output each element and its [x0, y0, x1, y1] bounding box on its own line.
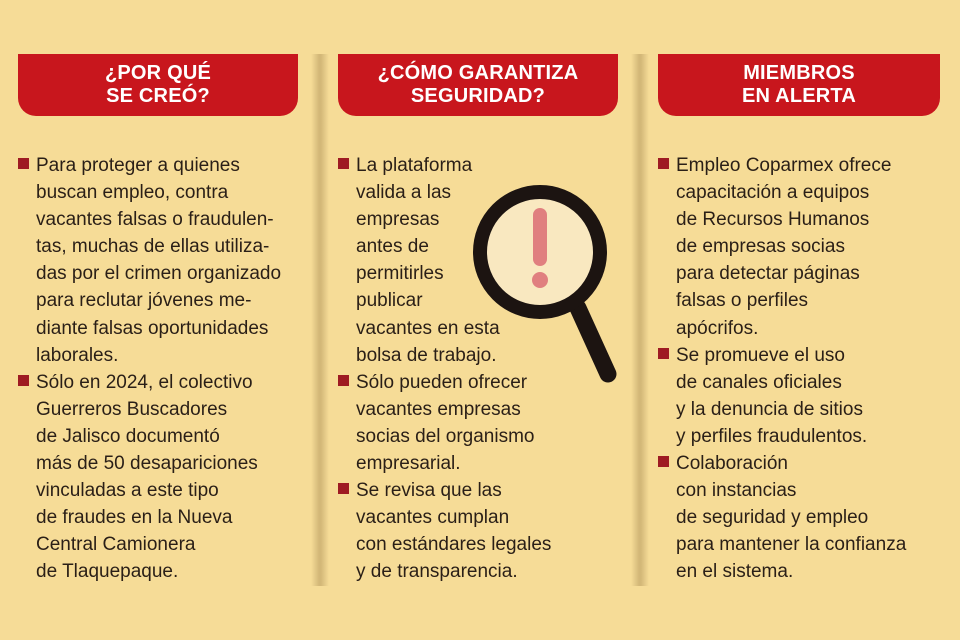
bullet-square-icon: [658, 348, 669, 359]
text-line: de fraudes en la Nueva: [36, 507, 233, 529]
text-line: diante falsas oportunidades: [36, 317, 269, 339]
text-line: Sólo en 2024, el colectivo: [36, 371, 253, 393]
text-line: con instancias: [676, 480, 797, 502]
text-line: para detectar páginas: [676, 263, 860, 285]
text-line: bolsa de trabajo.: [356, 344, 497, 366]
list-item: [18, 369, 298, 586]
text-line: y la denuncia de sitios: [676, 398, 863, 420]
header-why-created: ¿POR QUÉ SE CREÓ?: [18, 54, 298, 116]
text-line: de Recursos Humanos: [676, 209, 870, 231]
text-line: falsas o perfiles: [676, 290, 809, 312]
list-members-alert: [658, 152, 940, 586]
bullet-square-icon: [338, 483, 349, 494]
text-line: capacitación a equipos: [676, 182, 870, 204]
text-line: vinculadas a este tipo: [36, 480, 219, 502]
text-line: de canales oficiales: [676, 371, 842, 393]
header-how-secure: ¿CÓMO GARANTIZA SEGURIDAD?: [338, 54, 618, 116]
list-item: [658, 152, 940, 342]
text-line: para reclutar jóvenes me-: [36, 290, 252, 312]
list-item: [658, 342, 940, 450]
text-line: antes de: [356, 236, 429, 258]
text-line: Colaboración: [676, 453, 788, 475]
text-line: Se promueve el uso: [676, 344, 845, 366]
bullet-square-icon: [338, 158, 349, 169]
text-line: apócrifos.: [676, 317, 759, 339]
text-line: de empresas socias: [676, 236, 845, 258]
text-line: vacantes falsas o fraudulen-: [36, 209, 274, 231]
text-line: Empleo Coparmex ofrece: [676, 155, 892, 176]
text-line: permitirles: [356, 263, 444, 285]
bullet-square-icon: [658, 456, 669, 467]
text-line: de seguridad y empleo: [676, 507, 869, 529]
text-line: das por el crimen organizado: [36, 263, 282, 285]
header-members-alert: MIEMBROS EN ALERTA: [658, 54, 940, 116]
text-line: vacantes cumplan: [356, 507, 510, 529]
text-line: publicar: [356, 290, 423, 312]
column-why-created: [18, 54, 298, 586]
list-item: [338, 369, 618, 477]
list-item: [18, 152, 298, 369]
bullet-square-icon: [18, 158, 29, 169]
text-line: de Tlaquepaque.: [36, 561, 179, 583]
text-line: tas, muchas de ellas utiliza-: [36, 236, 270, 258]
text-line: Se revisa que las: [356, 480, 502, 502]
text-line: y perfiles fraudulentos.: [676, 425, 868, 447]
text-line: valida a las: [356, 182, 452, 204]
text-line: en el sistema.: [676, 561, 794, 583]
text-line: para mantener la confianza: [676, 534, 907, 556]
text-line: más de 50 desapariciones: [36, 453, 258, 475]
text-line: Guerreros Buscadores: [36, 398, 228, 420]
bullet-square-icon: [658, 158, 669, 169]
text-line: buscan empleo, contra: [36, 182, 229, 204]
text-line: Para proteger a quienes: [36, 155, 240, 176]
bullet-square-icon: [338, 375, 349, 386]
text-line: La plataforma: [356, 155, 473, 176]
column-divider-left: [311, 54, 329, 586]
text-line: y de transparencia.: [356, 561, 518, 583]
column-divider-right: [631, 54, 649, 586]
list-item: [338, 477, 618, 585]
magnifying-glass-alert-icon: [470, 180, 620, 385]
text-line: empresarial.: [356, 453, 461, 475]
text-line: vacantes en esta: [356, 317, 500, 339]
text-line: empresas: [356, 209, 440, 231]
text-line: laborales.: [36, 344, 119, 366]
text-line: socias del organismo: [356, 425, 535, 447]
text-line: de Jalisco documentó: [36, 425, 220, 447]
bullet-square-icon: [18, 375, 29, 386]
text-line: Central Camionera: [36, 534, 196, 556]
text-line: Sólo pueden ofrecer: [356, 371, 528, 393]
list-why-created: [18, 152, 298, 586]
text-line: vacantes empresas: [356, 398, 521, 420]
list-item: [658, 450, 940, 585]
text-line: con estándares legales: [356, 534, 552, 556]
column-members-alert: [658, 54, 940, 586]
